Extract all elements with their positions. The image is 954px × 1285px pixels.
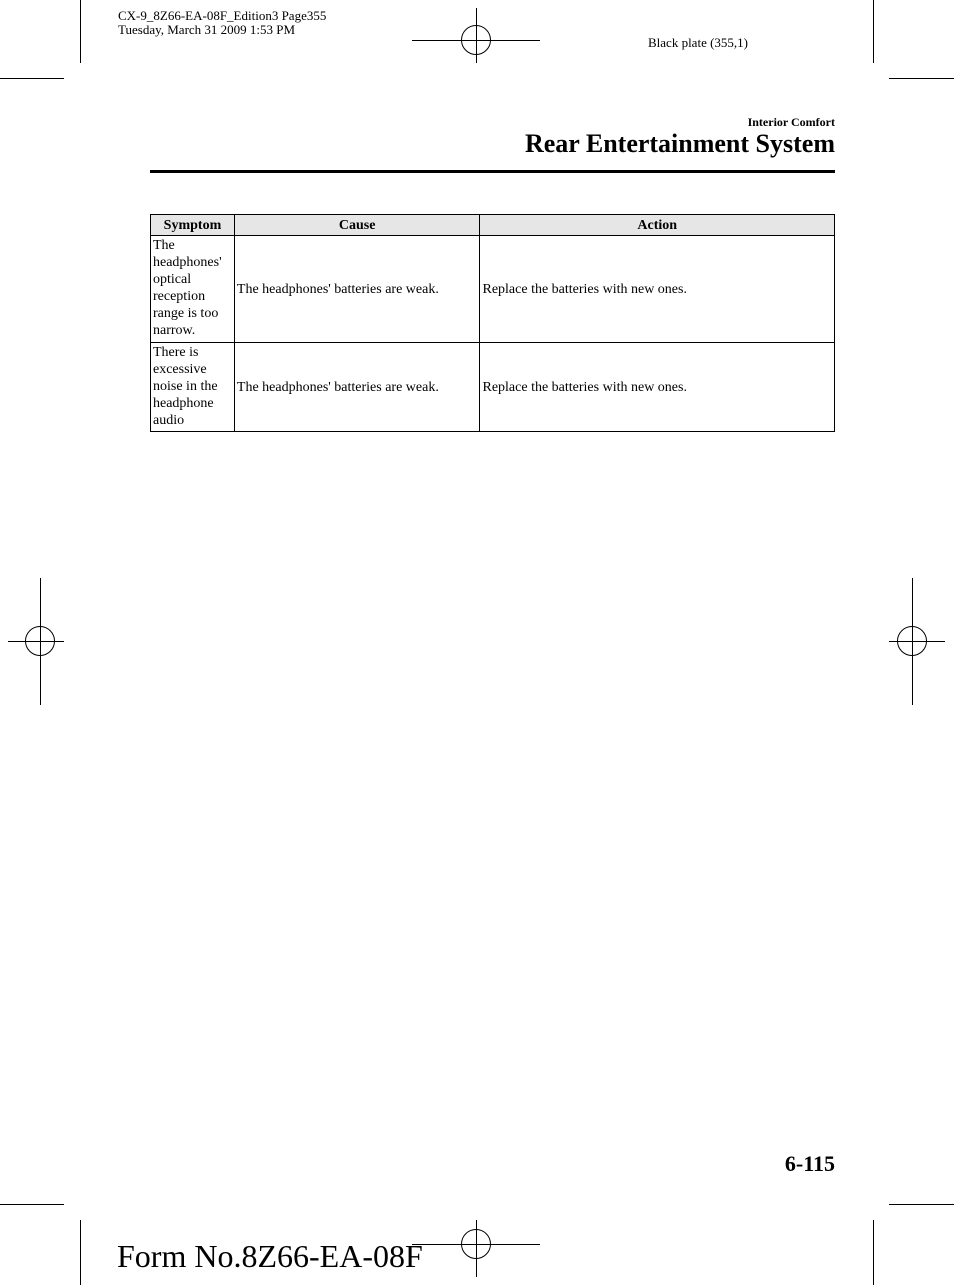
crop-mark <box>889 1204 954 1205</box>
page-number: 6-115 <box>784 1151 835 1176</box>
crop-mark <box>873 0 874 63</box>
print-timestamp: Tuesday, March 31 2009 1:53 PM <box>118 22 296 37</box>
form-number: Form No.8Z66-EA-08F <box>117 1238 423 1274</box>
action-cell: Replace the batteries with new ones. <box>480 343 835 432</box>
crop-mark <box>0 1204 64 1205</box>
title-divider <box>150 170 835 173</box>
header-symptom: Symptom <box>151 215 235 236</box>
section-label: Interior Comfort <box>747 115 835 129</box>
table-row <box>151 236 835 343</box>
crop-mark <box>80 0 81 63</box>
symptom-cell: There is excessive noise in the headphone audio <box>151 343 235 432</box>
crop-mark <box>889 78 954 79</box>
troubleshooting-table <box>150 214 835 432</box>
header-cause: Cause <box>234 215 480 236</box>
symptom-cell: The headphones' optical reception range is too narrow. <box>151 236 235 343</box>
page-title: Rear Entertainment System <box>524 129 835 158</box>
plate-label: Black plate (355,1) <box>648 35 748 50</box>
table-header-row <box>151 215 835 236</box>
crop-mark <box>873 1220 874 1285</box>
crop-mark <box>80 1220 81 1285</box>
table-row <box>151 343 835 432</box>
cause-cell: The headphones' batteries are weak. <box>234 236 480 343</box>
print-file-info: CX-9_8Z66-EA-08F_Edition3 Page355 <box>118 8 327 23</box>
header-action: Action <box>480 215 835 236</box>
action-cell: Replace the batteries with new ones. <box>480 236 835 343</box>
crop-mark <box>0 78 64 79</box>
cause-cell: The headphones' batteries are weak. <box>234 343 480 432</box>
